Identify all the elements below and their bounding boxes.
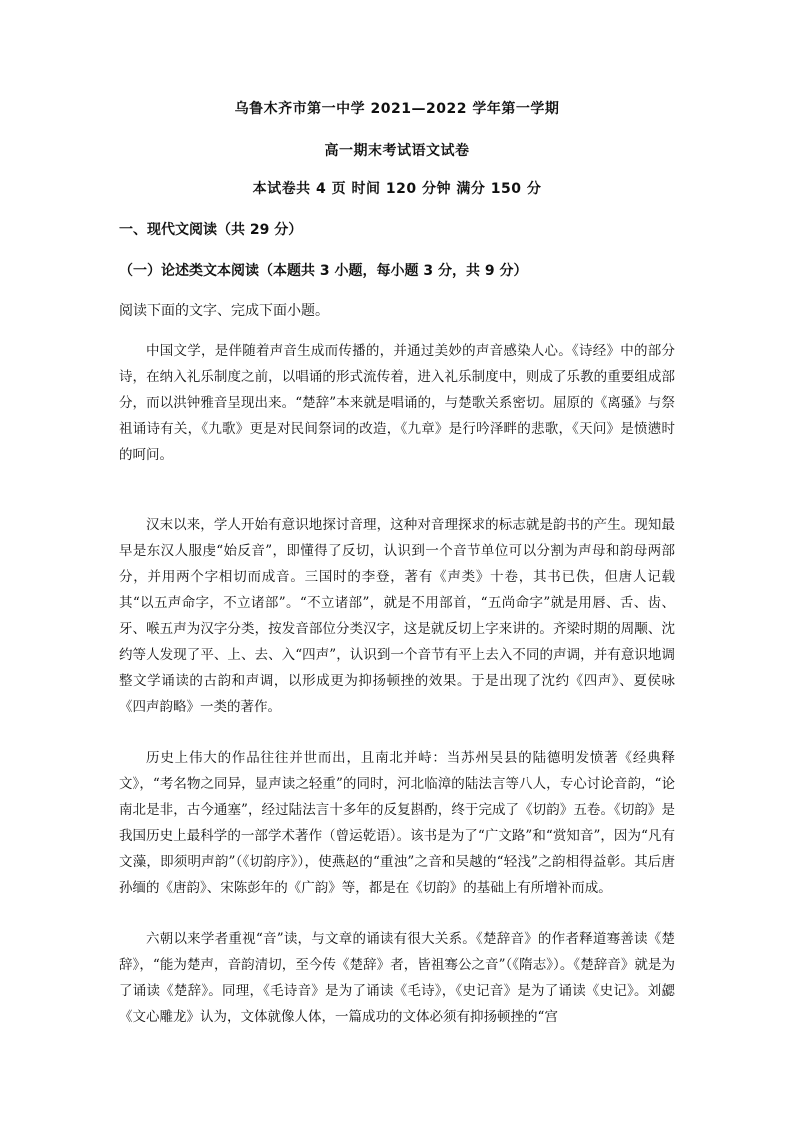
section-heading: 一、现代文阅读（共 29 分） — [119, 222, 303, 238]
exam-title: 高一期末考试语文试卷 — [324, 143, 470, 159]
reading-instruction: 阅读下面的文字、完成下面小题。 — [119, 303, 329, 319]
passage-paragraph-2: 汉末以来，学人开始有意识地探讨音理，这种对音理探求的标志就是韵书的产生。现知最早是东汉人服虔“始反音”，即懂得了反切，认识到一个音节单位可以分割为声母和韵母两部分，并用两个字相切而成音。三国时的李登，著有《声类》十卷，其书已佚，但唐人记载其“以五声命字，不立诸部”。“不立诸部”，就是不用部首，“五尚命字”就是用唇、舌、齿、牙、喉五声为汉字分类，按发音部位分类汉字，这是就反切上字来讲的。齐梁时期的周颙、沈约等人发现了平、上、去、入“四声”，认识到一个音节有平上去入不同的声调，并有意识地调整文学诵读的古韵和声调，以形成更为抑扬顿挫的效果。于是出现了沈约《四声》、夏侯咏《四声韵略》一类的著作。 — [119, 517, 675, 715]
school-term-title: 乌鲁木齐市第一中学 2021—2022 学年第一学期 — [234, 101, 560, 117]
exam-info: 本试卷共 4 页 时间 120 分钟 满分 150 分 — [252, 181, 542, 197]
passage-paragraph-3: 历史上伟大的作品往往并世而出，且南北并峙：当苏州吴县的陆德明发愤著《经典释文》，“考名物之同异，显声读之轻重”的同时，河北临漳的陆法言等八人，专心讨论音韵，“论南北是非，古今通塞”，经过陆法言十多年的反复斟酌，终于完成了《切韵》五卷。《切韵》是我国历史上最科学的一部学术著作（曾运乾语）。该书是为了“广文路”和“赏知音”，因为“凡有文藻，即须明声韵”（《切韵序》），使燕赵的“重浊”之音和吴越的“轻浅”之韵相得益彰。其后唐孙缅的《唐韵》、宋陈彭年的《广韵》等，都是在《切韵》的基础上有所增补而成。 — [119, 750, 675, 896]
passage-paragraph-1: 中国文学，是伴随着声音生成而传播的，并通过美妙的声音感染人心。《诗经》中的部分诗，在纳入礼乐制度之前，以唱诵的形式流传着，进入礼乐制度中，则成了乐教的重要组成部分，而以洪钟雅音呈现出来。“楚辞”本来就是唱诵的，与楚歌关系密切。屈原的《离骚》与祭祖诵诗有关，《九歌》更是对民间祭词的改造，《九章》是行吟泽畔的悲歌，《天问》是愤懑时的呵问。 — [119, 343, 675, 463]
section-subheading: （一）论述类文本阅读（本题共 3 小题，每小题 3 分，共 9 分） — [119, 263, 528, 279]
passage-paragraph-4: 六朝以来学者重视“音”读，与文章的诵读有很大关系。《楚辞音》的作者释道骞善读《楚辞》，“能为楚声，音韵清切，至今传《楚辞》者，皆祖骞公之音”（《隋志》）。《楚辞音》就是为了诵读《楚辞》。同理，《毛诗音》是为了诵读《毛诗》，《史记音》是为了诵读《史记》。刘勰《文心雕龙》认为，文体就像人体，一篇成功的文体必须有抑扬顿挫的“宫 — [119, 931, 675, 1025]
